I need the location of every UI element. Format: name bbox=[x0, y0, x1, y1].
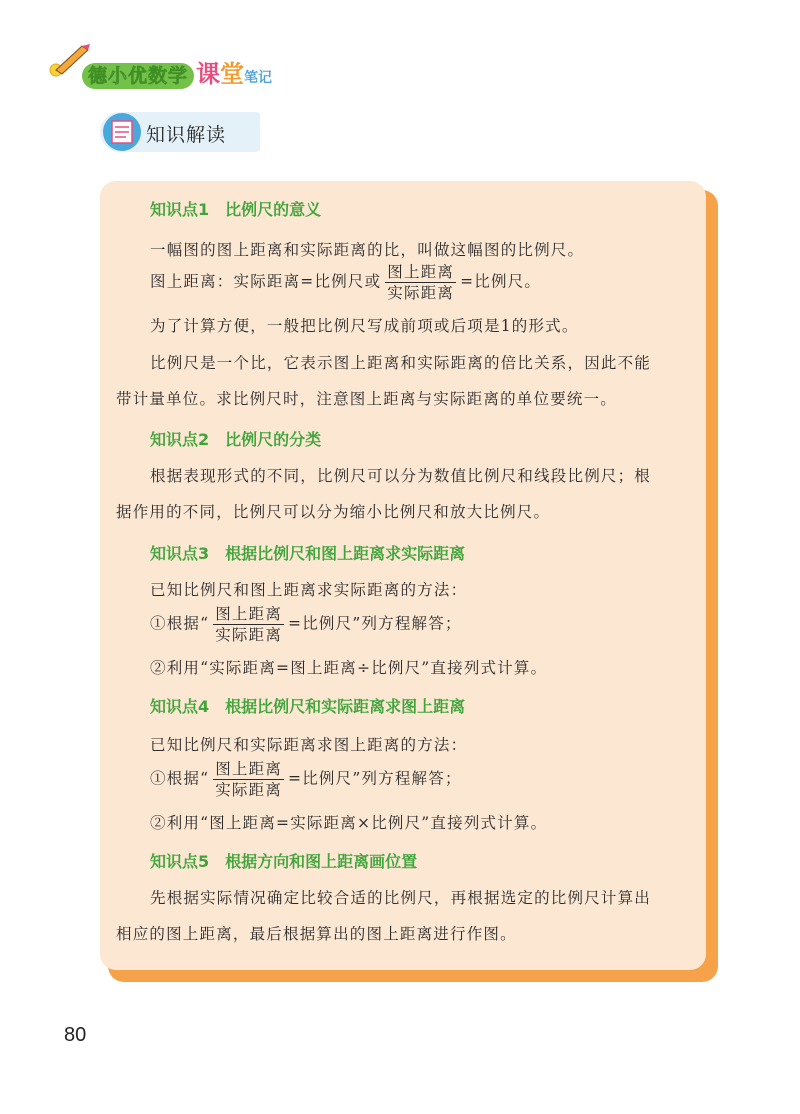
kp3-heading: 知识点3 根据比例尺和图上距离求实际距离 bbox=[150, 544, 466, 563]
kp1-heading: 知识点1 比例尺的意义 bbox=[150, 200, 322, 219]
kp3-p3: ②利用“实际距离=图上距离÷比例尺”直接列式计算。 bbox=[150, 659, 548, 677]
kp5-heading: 知识点5 根据方向和图上距离画位置 bbox=[150, 852, 418, 871]
kp4-heading: 知识点4 根据比例尺和实际距离求图上距离 bbox=[150, 697, 466, 716]
brand-ke: 课 bbox=[196, 60, 221, 88]
kp3-p2: ①根据“ $\frac{\text{图上距离}}{\text{实际距离}}$ =比例尺”列方程解答； bbox=[150, 605, 462, 645]
kp2-p1b: 据作用的不同，比例尺可以分为缩小比例尺和放大比例尺。 bbox=[116, 503, 551, 521]
fraction: $\frac{\text{图上距离}}{\text{实际距离}}$ bbox=[387, 263, 455, 303]
section-header bbox=[100, 112, 260, 152]
fraction: $\frac{\text{图上距离}}{\text{实际距离}}$ bbox=[215, 605, 283, 645]
kp3-p1: 已知比例尺和图上距离求实际距离的方法： bbox=[150, 581, 468, 599]
kp4-p2: ①根据“ $\frac{\text{图上距离}}{\text{实际距离}}$ =比例尺”列方程解答； bbox=[150, 760, 462, 800]
kp5-p1a: 先根据实际情况确定比较合适的比例尺，再根据选定的比例尺计算出 bbox=[150, 889, 652, 907]
kp1-p2: 图上距离：实际距离=比例尺或 $\frac{\text{图上距离}}{\text{实际距离}}$ =比例尺。 bbox=[150, 263, 542, 303]
kp1-p1: 一幅图的图上距离和实际距离的比，叫做这幅图的比例尺。 bbox=[150, 241, 585, 259]
kp1-p4a: 比例尺是一个比，它表示图上距离和实际距离的倍比关系，因此不能 bbox=[150, 354, 652, 372]
brand-logo bbox=[48, 40, 308, 90]
brand-biji: 笔记 bbox=[244, 70, 273, 86]
kp4-p3: ②利用“图上距离=实际距离×比例尺”直接列式计算。 bbox=[150, 814, 548, 832]
kp4-p1: 已知比例尺和实际距离求图上距离的方法： bbox=[150, 736, 468, 754]
kp2-heading: 知识点2 比例尺的分类 bbox=[150, 430, 322, 449]
kp1-p3: 为了计算方便，一般把比例尺写成前项或后项是1的形式。 bbox=[150, 317, 579, 335]
kp5-p1b: 相应的图上距离，最后根据算出的图上距离进行作图。 bbox=[116, 925, 517, 943]
notepad-icon bbox=[102, 112, 142, 152]
fraction: $\frac{\text{图上距离}}{\text{实际距离}}$ bbox=[215, 760, 283, 800]
page-number: 80 bbox=[64, 1024, 87, 1046]
brand-name: 德小优数学 bbox=[82, 63, 194, 89]
kp2-p1a: 根据表现形式的不同，比例尺可以分为数值比例尺和线段比例尺；根 bbox=[150, 467, 652, 485]
brand-tang: 堂 bbox=[220, 60, 245, 88]
kp1-p4b: 带计量单位。求比例尺时，注意图上距离与实际距离的单位要统一。 bbox=[116, 390, 618, 408]
section-title: 知识解读 bbox=[146, 124, 227, 146]
